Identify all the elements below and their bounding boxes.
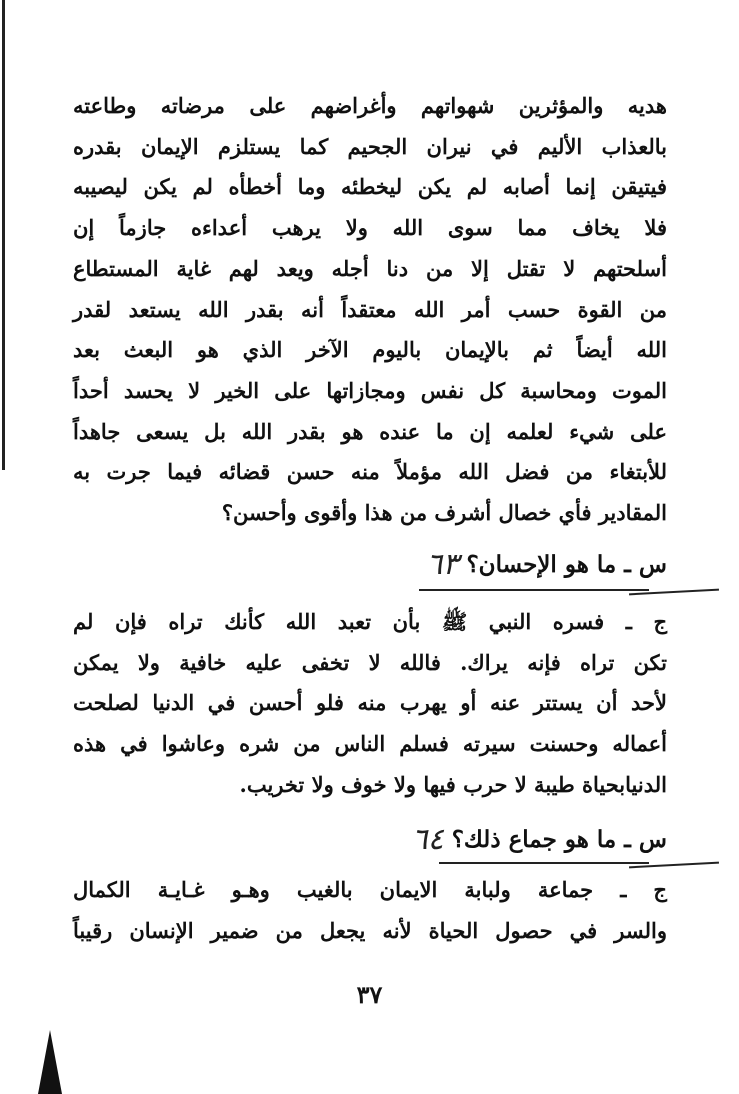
text-line: ج ـ جماعة ولبابة الايمان بالغيب وهـو غـايـة الكمال xyxy=(73,877,667,902)
paragraph-2 xyxy=(73,602,667,806)
text-line: ج ـ فسره النبي ﷺ بأن تعبد الله كأنك تراه فإن لم xyxy=(73,609,667,634)
page-edge-rule xyxy=(2,0,5,470)
text-line: فيتيقن إنما أصابه لم يكن ليخطئه وما أخطأه لم يكن ليصيبه xyxy=(73,174,667,200)
question-text: س ـ ما هو جماع ذلك؟ xyxy=(451,826,667,853)
text-line: بالعذاب الأليم في نيران الجحيم كما يستلزم الإيمان بقدره xyxy=(73,133,667,159)
paragraph-3 xyxy=(73,870,667,951)
text-line: من القوة حسب أمر الله معتقداً أنه بقدر الله يستعد لقدر xyxy=(73,296,667,322)
underline-rule xyxy=(439,862,649,864)
text-line: الدنيابحياة طيبة لا حرب فيها ولا خوف ولا تخريب. xyxy=(239,771,667,797)
text-line: الموت ومحاسبة كل نفس ومجازاتها على الخير لا يحسد أحداً xyxy=(73,377,667,403)
text-line: أسلحتهم لا تقتل إلا من دنا أجله ويعد لهم غاية المستطاع xyxy=(73,255,667,281)
paragraph-1 xyxy=(73,86,667,534)
text-line: الله أيضاً ثم بالإيمان باليوم الآخر الذي هو البعث بعد xyxy=(73,337,667,363)
page-number: ٣٧ xyxy=(356,980,383,1009)
text-line: فلا يخاف مما سوى الله ولا يرهب أعداءه جازماً إن xyxy=(73,215,667,241)
question-heading-2 xyxy=(411,820,667,860)
text-line: أعماله وحسنت سيرته فسلم الناس من شره وعاشوا في هذه xyxy=(73,731,667,757)
text-line: والسر في حصول الحياة لأنه يجعل من ضمير الإنسان رقيباً xyxy=(73,917,667,943)
text-line: على شيء لعلمه إن ما عنده هو بقدر الله بل يسعى جاهداً xyxy=(73,418,667,444)
text-line: هديه والمؤثرين شهواتهم وأغراضهم على مرضاته وطاعته xyxy=(73,93,667,118)
question-text: س ـ ما هو الإحسان؟ xyxy=(466,551,667,578)
text-line: المقادير فأي خصال أشرف من هذا وأقوى وأحسن؟ xyxy=(221,500,667,526)
corner-triangle-mark xyxy=(38,1030,62,1094)
text-line: لأحد أن يستتر عنه أو يهرب منه فلو أحسن في الدنيا لصلحت xyxy=(73,690,667,716)
text-line: تكن تراه فإنه يراك. فالله لا تخفى عليه خافية ولا يمكن xyxy=(73,649,667,675)
handwritten-question-number: ٦٤ xyxy=(411,822,444,857)
handwritten-question-number: ٦٣ xyxy=(426,547,459,582)
underline-rule xyxy=(419,589,649,591)
question-heading-1 xyxy=(426,545,667,585)
text-line: للأبتغاء من فضل الله مؤملاً منه حسن قضائه فيما جرت به xyxy=(73,459,667,485)
